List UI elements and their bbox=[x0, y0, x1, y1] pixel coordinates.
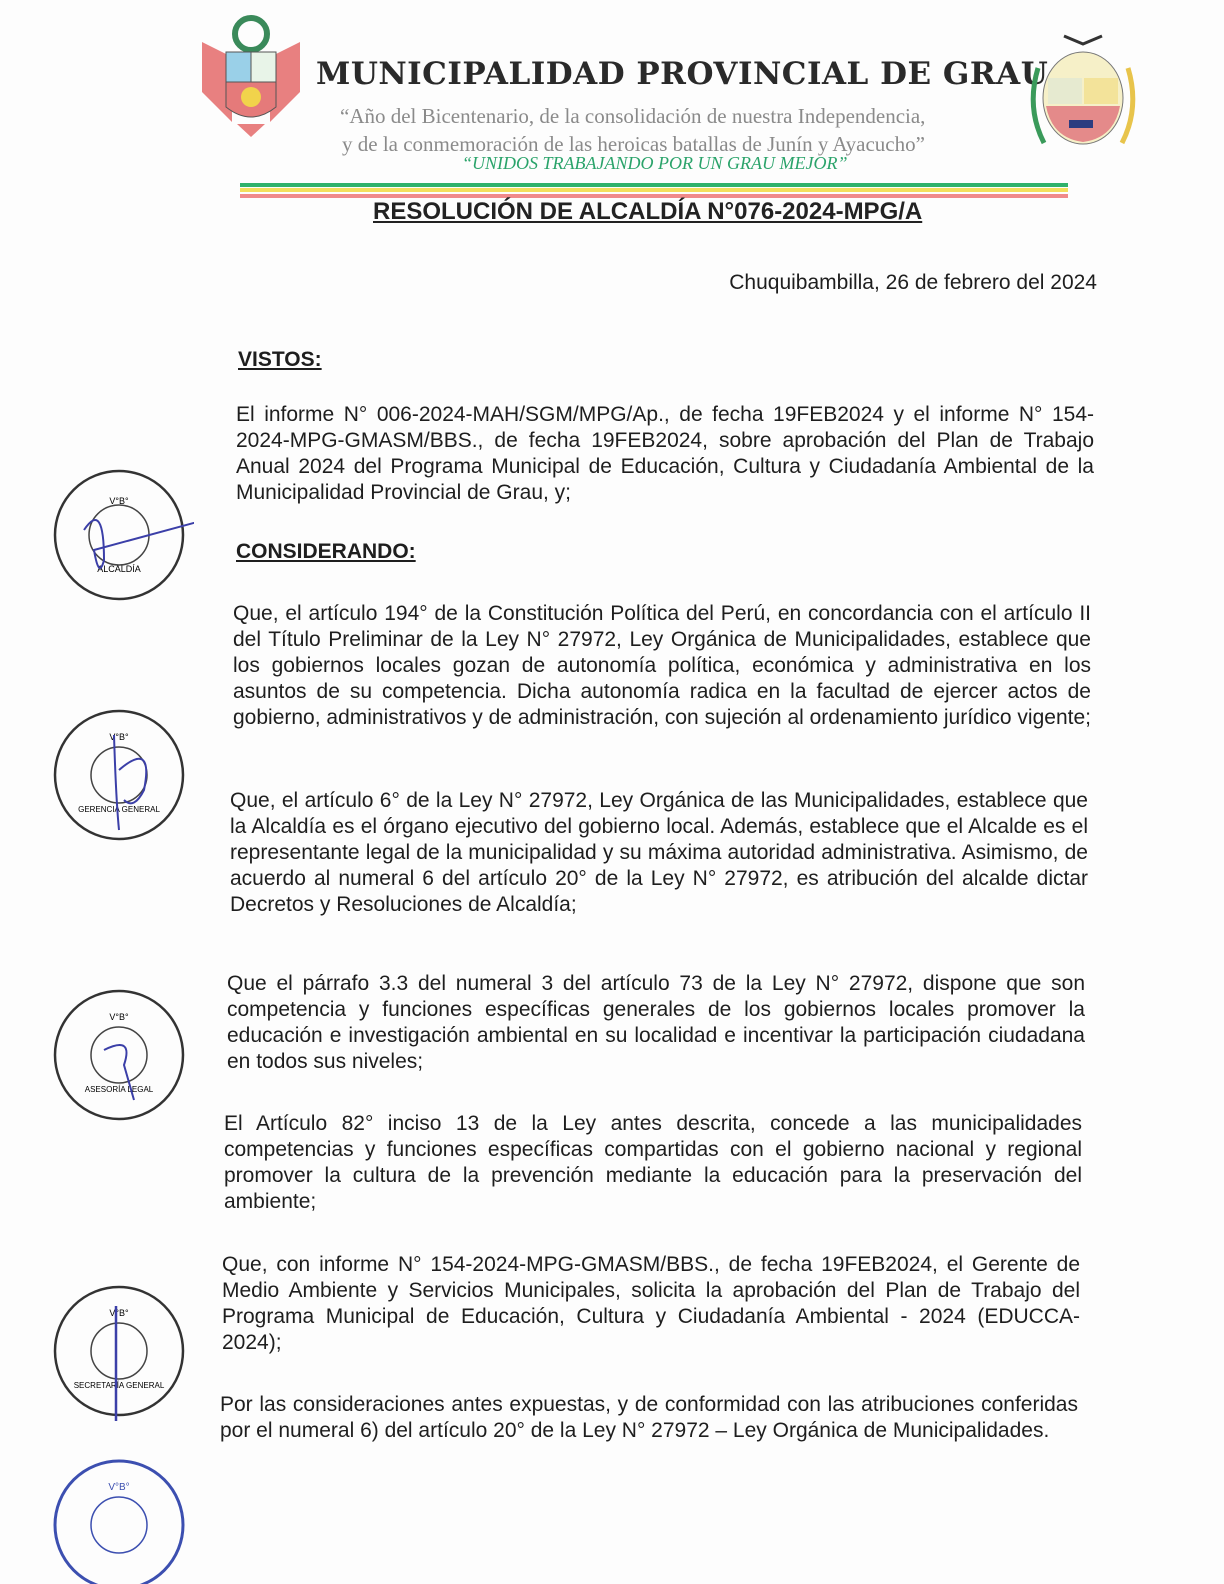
considerando-paragraph: Que, con informe N° 154-2024-MPG-GMASM/BBS., de fecha 19FEB2024, el Gerente de Medio Ambiente y Servicios Municipales, solicita la aprobación del Plan de Trabajo del Programa Municipal de Educación, Cultura y Ciudadanía Ambiental - 2024 (EDUCCA-2024); bbox=[222, 1253, 1080, 1354]
year-motto-line-2: y de la conmemoración de las heroicas batallas de Junín y Ayacucho” bbox=[342, 132, 925, 156]
grau-shield-logo bbox=[1024, 28, 1142, 156]
vistos-heading: VISTOS: bbox=[238, 348, 322, 371]
svg-text:ALCALDÍA: ALCALDÍA bbox=[97, 564, 141, 574]
resolution-title: RESOLUCIÓN DE ALCALDÍA N°076-2024-MPG/A bbox=[373, 198, 923, 225]
peru-coat-of-arms-logo bbox=[192, 12, 310, 142]
document-date: Chuquibambilla, 26 de febrero del 2024 bbox=[729, 271, 1097, 294]
svg-text:SECRETARÍA GENERAL: SECRETARÍA GENERAL bbox=[73, 1381, 165, 1390]
approval-stamp-gerencia-general bbox=[44, 700, 194, 850]
approval-stamp-secretaria-general bbox=[44, 1276, 194, 1426]
considerando-heading: CONSIDERANDO: bbox=[236, 540, 416, 563]
considerando-paragraph: Que el párrafo 3.3 del numeral 3 del artículo 73 de la Ley N° 27972, dispone que son competencia y funciones específicas generales de los gobiernos locales promover la educación e investigación ambiental en su localidad e incentivar la participación ciudadana en todos sus niveles; bbox=[227, 972, 1085, 1073]
considerando-paragraph: Que, el artículo 194° de la Constitución Política del Perú, en concordancia con el artículo II del Título Preliminar de la Ley N° 27972, Ley Orgánica de Municipalidades, establece que los gobiernos locales gozan de autonomía política, económica y administrativa en los asuntos de su competencia. Dicha autonomía radica en la facultad de ejercer actos de gobierno, administrativos y de administración, con sujeción al ordenamiento jurídico vigente; bbox=[233, 602, 1091, 729]
svg-text:GERENCIA GENERAL: GERENCIA GENERAL bbox=[78, 805, 160, 814]
svg-text:ASESORÍA LEGAL: ASESORÍA LEGAL bbox=[84, 1085, 154, 1094]
approval-stamp-alcaldia bbox=[44, 460, 194, 610]
approval-stamp-blue bbox=[44, 1450, 194, 1584]
considerando-paragraph: Por las consideraciones antes expuestas, y de conformidad con las atribuciones conferidas por el numeral 6) del artículo 20° de la Ley N° 27972 – Ley Orgánica de Municipalidades. bbox=[220, 1393, 1078, 1442]
header-stripe-yellow bbox=[240, 188, 1068, 192]
slogan: “UNIDOS TRABAJANDO POR UN GRAU MEJOR” bbox=[462, 153, 848, 173]
considerando-paragraph: Que, el artículo 6° de la Ley N° 27972, Ley Orgánica de las Municipalidades, establece que la Alcaldía es el órgano ejecutivo del gobierno local. Además, establece que el Alcalde es el representante legal de la municipalidad y su máxima autoridad administrativa. Asimismo, de acuerdo al numeral 6 del artículo 20° de la Ley N° 27972, es atribución del alcalde dictar Decretos y Resoluciones de Alcaldía; bbox=[230, 789, 1088, 916]
svg-text:V°B°: V°B° bbox=[109, 732, 129, 742]
approval-stamp-asesoria-legal bbox=[44, 980, 194, 1130]
considerando-paragraph: El Artículo 82° inciso 13 de la Ley antes descrita, concede a las municipalidades competencias y funciones específicas compartidas con el gobierno nacional y regional promover la cultura de la prevención mediante la educación para la preservación del ambiente; bbox=[224, 1112, 1082, 1213]
svg-text:V°B°: V°B° bbox=[109, 496, 129, 506]
svg-text:V°B°: V°B° bbox=[109, 1308, 129, 1318]
year-motto-line-1: “Año del Bicentenario, de la consolidación de nuestra Independencia, bbox=[340, 104, 926, 128]
svg-text:V°B°: V°B° bbox=[109, 1012, 129, 1022]
vistos-paragraph: El informe N° 006-2024-MAH/SGM/MPG/Ap., de fecha 19FEB2024 y el informe N° 154-2024-MPG-GMASM/BBS., de fecha 19FEB2024, sobre aprobación del Plan de Trabajo Anual 2024 del Programa Municipal de Educación, Cultura y Ciudadanía Ambiental de la Municipalidad Provincial de Grau, y; bbox=[236, 403, 1094, 504]
header-stripe-green bbox=[240, 183, 1068, 187]
svg-text:V°B°: V°B° bbox=[108, 1482, 130, 1493]
institution-name: MUNICIPALIDAD PROVINCIAL DE GRAU bbox=[316, 56, 1049, 92]
